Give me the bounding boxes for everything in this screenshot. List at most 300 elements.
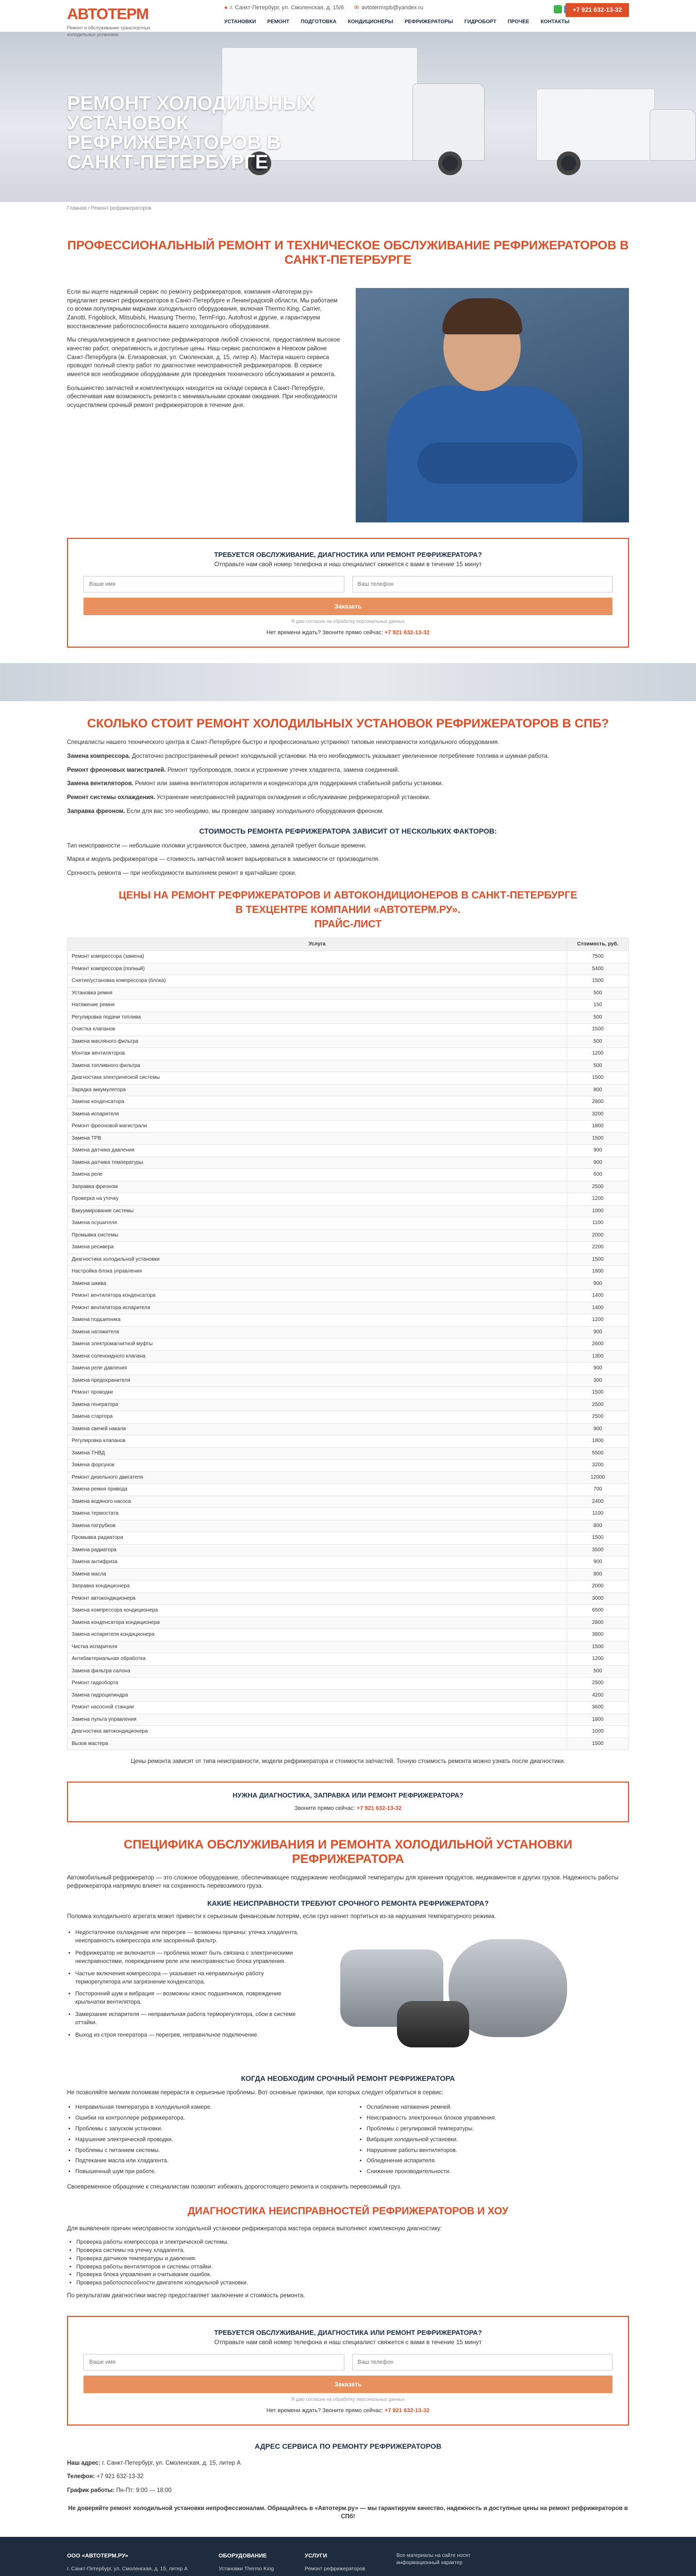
diag-title: ДИАГНОСТИКА НЕИСПРАВНОСТЕЙ РЕФРИЖЕРАТОРОВ И ХОУ	[187, 2206, 509, 2217]
price-value-cell: 500	[567, 1665, 629, 1677]
table-row	[68, 1556, 629, 1569]
table-row	[68, 1484, 629, 1496]
price-service-cell: Ремонт автокондиционера	[68, 1592, 567, 1605]
table-row	[68, 1653, 629, 1666]
table-row	[68, 1714, 629, 1726]
price-service-cell: Очистка клапанов	[68, 1024, 567, 1036]
consent-note: Я даю согласие на обработку персональных данных	[291, 2397, 405, 2402]
diag-paragraph: Для выявления причин неисправности холодильной установки рефрижератора мастера сервиса выполняют комплексную диагностику:	[67, 2226, 442, 2232]
price-service-cell: Замена соленоидного клапана	[68, 1350, 567, 1363]
price-service-cell: Замена натяжителя	[68, 1326, 567, 1338]
list-item: • Нарушение электрической проводки.	[75, 2136, 338, 2144]
price-service-cell: Ремонт проводки	[68, 1387, 567, 1399]
footer-address: г. Санкт-Петербург, ул. Смоленская, д. 15, литер А	[67, 2566, 188, 2572]
list-item: • Выход из строя генератора — перегрев, неправильное подключение.	[75, 2031, 309, 2040]
table-row	[68, 1084, 629, 1096]
price-value-cell: 1300	[567, 1350, 629, 1363]
price-title-2: В ТЕХЦЕНТРЕ КОМПАНИИ «АВТОТЕРМ.РУ».	[235, 904, 461, 916]
table-row	[68, 1568, 629, 1581]
table-row	[68, 1726, 629, 1738]
price-service-cell: Замена гидроцилиндра	[68, 1689, 567, 1702]
table-row	[68, 951, 629, 963]
site-footer	[0, 2537, 696, 2576]
intro-paragraph: Большинство запчастей и комплектующих находится на складе сервиса в Санкт-Петербурге, обеспечивая нам возможность ремонта с минимальными сроками ожидания. При необходимости осуществляем срочный ремонт рефрижераторов в течение дня.	[67, 385, 337, 409]
price-value-cell: 7500	[567, 951, 629, 963]
price-service-cell: Ремонт компрессора (полный)	[68, 963, 567, 975]
price-service-cell: Ремонт гидроборта	[68, 1677, 567, 1690]
footer-col-equipment: ОБОРУДОВАНИЕ Установки Thermo King	[219, 2552, 274, 2576]
price-value-cell: 900	[567, 1326, 629, 1338]
call-phone-link[interactable]: +7 921 632-13-32	[384, 2408, 430, 2414]
price-value-cell: 2500	[567, 1181, 629, 1193]
table-row	[68, 1387, 629, 1399]
nav-item[interactable]: ПОДГОТОВКА	[301, 19, 337, 25]
list-item: • Снижение производительности.	[367, 2168, 629, 2176]
footer-col-company: ООО «АВТОТЕРМ.РУ» г. Санкт-Петербург, ул. Смоленская, д. 15, литер А	[67, 2552, 188, 2576]
price-value-cell: 2200	[567, 1242, 629, 1254]
callback-form	[67, 2316, 629, 2426]
list-item: • Посторонний шум и вибрация — возможны износ подшипников, повреждение крыльчатки вентилятора.	[75, 1990, 309, 2007]
price-service-cell: Замена фильтра салона	[68, 1665, 567, 1677]
form-subtitle: Отправьте нам свой номер телефона и наш специалист свяжется с вами в течение 15 минут	[214, 2338, 482, 2346]
table-row	[68, 999, 629, 1012]
table-row	[68, 975, 629, 988]
table-row	[68, 1314, 629, 1327]
list-item: • Частые включения компрессора — указывает на неправильную работу терморегулятора или загрязнение конденсатора.	[75, 1970, 309, 1987]
price-value-cell: 2800	[567, 1096, 629, 1109]
price-value-cell: 1500	[567, 1532, 629, 1545]
price-service-cell: Регулировка клапанов	[68, 1435, 567, 1448]
map-pin-icon: ●	[224, 5, 228, 11]
call-line: Нет времени ждать? Звоните прямо сейчас: +7 921 632-13-32	[266, 2408, 430, 2414]
list-item: • Проверка работоспособности двигателя холодильной установки.	[76, 2279, 629, 2287]
table-row	[68, 1447, 629, 1460]
order-button[interactable]: Заказать	[84, 598, 612, 615]
call-line: Звоните прямо сейчас: +7 921 632-13-32	[294, 1805, 402, 1811]
urgent-list-right	[358, 2104, 629, 2179]
form-subtitle: Отправьте нам свой номер телефона и наш специалист свяжется с вами в течение 15 минут	[214, 560, 482, 568]
price-value-cell: 3200	[567, 1108, 629, 1121]
diag-paragraph: По результатам диагностики мастер предоставляет заключение и стоимость ремонта.	[67, 2293, 305, 2299]
price-value-cell: 1800	[567, 1714, 629, 1726]
price-value-cell: 800	[567, 1568, 629, 1581]
price-value-cell: 3600	[567, 1702, 629, 1714]
price-service-cell: Ремонт компрессора (замена)	[68, 951, 567, 963]
price-value-cell: 500	[567, 1060, 629, 1072]
price-value-cell: 900	[567, 1157, 629, 1169]
price-value-cell: 900	[567, 1278, 629, 1290]
price-service-cell: Замена испарителя	[68, 1108, 567, 1121]
price-value-cell: 3800	[567, 1629, 629, 1641]
site-header	[0, 0, 696, 37]
table-row	[68, 1350, 629, 1363]
price-service-cell: Промывка системы	[68, 1229, 567, 1242]
factor-item: Срочность ремонта — при необходимости выполняем ремонт в кратчайшие сроки.	[67, 870, 296, 876]
price-service-cell: Замена подшипника	[68, 1314, 567, 1327]
price-service-cell: Ремонт дизельного двигателя	[68, 1471, 567, 1484]
price-value-cell: 1000	[567, 1726, 629, 1738]
address: ● г. Санкт-Петербург, ул. Смоленская, д. 15/6	[224, 4, 344, 12]
consent-note: Я даю согласие на обработку персональных данных	[291, 619, 405, 624]
footer-col-services: УСЛУГИ Ремонт рефрижераторов	[305, 2552, 366, 2576]
price-value-cell: 1400	[567, 1290, 629, 1302]
contact-hours: График работы: Пн-Пт: 9:00 — 18:00	[67, 2487, 172, 2494]
urgent-list-left	[67, 2104, 338, 2179]
price-service-cell: Замена генератора	[68, 1399, 567, 1411]
price-service-cell: Зарядка аккумулятора	[68, 1084, 567, 1096]
price-service-cell: Вакуумирование системы	[68, 1205, 567, 1217]
table-row	[68, 1677, 629, 1690]
price-service-cell: Чистка испарителя	[68, 1641, 567, 1653]
table-row	[68, 1048, 629, 1060]
cost-item: Ремонт системы охлаждения. Устранение неисправностей радиатора охлаждения и обслуживание рефрижераторной установки.	[67, 794, 430, 801]
table-row	[68, 1702, 629, 1714]
price-service-cell: Замена свечей накала	[68, 1423, 567, 1435]
price-value-cell: 1000	[567, 1205, 629, 1217]
price-value-cell: 900	[567, 1423, 629, 1435]
price-service-cell: Снятие/установка компрессора (блока)	[68, 975, 567, 988]
price-value-cell: 1500	[567, 975, 629, 988]
price-service-cell: Заправка кондиционера	[68, 1581, 567, 1593]
intro-title: ПРОФЕССИОНАЛЬНЫЙ РЕМОНТ И ТЕХНИЧЕСКОЕ ОБСЛУЖИВАНИЕ РЕФРИЖЕРАТОРОВ В САНКТ-ПЕТЕРБУРГЕ	[67, 239, 629, 267]
price-value-cell: 2400	[567, 1496, 629, 1508]
call-phone-link[interactable]: +7 921 632-13-32	[384, 630, 430, 636]
callback-banner	[67, 1782, 629, 1822]
table-row	[68, 1471, 629, 1484]
main-nav	[224, 19, 570, 26]
contact-address: Наш адрес: г. Санкт-Петербург, ул. Смоленская, д. 15, литер А	[67, 2460, 241, 2466]
nav-item[interactable]: КОНТАКТЫ	[540, 19, 570, 25]
price-service-cell: Установка ремня	[68, 987, 567, 999]
contacts-title: АДРЕС СЕРВИСА ПО РЕМОНТУ РЕФРИЖЕРАТОРОВ	[254, 2442, 442, 2451]
price-value-cell: 700	[567, 1484, 629, 1496]
footer-disclaimer: Все материалы на сайте носят информационный характер	[396, 2552, 471, 2566]
table-row	[68, 1738, 629, 1750]
list-item: • Проблемы с питанием системы.	[75, 2147, 338, 2155]
email[interactable]: ✉ avtotermspb@yandex.ru	[354, 4, 423, 12]
price-service-cell: Замена предохранителя	[68, 1375, 567, 1387]
name-input[interactable]	[84, 576, 344, 592]
form-title: ТРЕБУЕТСЯ ОБСЛУЖИВАНИЕ, ДИАГНОСТИКА ИЛИ РЕМОНТ РЕФРИЖЕРАТОРА?	[214, 2329, 482, 2336]
cost-item: Замена компрессора. Достаточно распространенный ремонт холодильной установки. На его необходимость указывает увеличенное потребление топлива и шумная работа.	[67, 753, 549, 759]
spec-title: СПЕЦИФИКА ОБСЛУЖИВАНИЯ И РЕМОНТА ХОЛОДИЛЬНОЙ УСТАНОВКИ РЕФРИЖЕРАТОРА	[123, 1837, 573, 1866]
cost-intro: Специалисты нашего технического центра в Санкт-Петербурге быстро и профессионально устраняют типовые неисправности холодильного оборудования.	[67, 739, 500, 746]
price-value-cell: 6500	[567, 1605, 629, 1617]
spec-paragraph: Поломка холодильного агрегата может привести к серьезным финансовым потерям, если груз начнет портиться из-за нарушения температурного режима.	[67, 1913, 496, 1920]
table-row	[68, 1532, 629, 1545]
price-col-service: Услуга	[68, 938, 567, 951]
price-value-cell: 1200	[567, 1193, 629, 1206]
table-row	[68, 1011, 629, 1024]
table-row	[68, 1145, 629, 1157]
table-row	[68, 1266, 629, 1278]
price-service-cell: Замена датчика давления	[68, 1145, 567, 1157]
table-row	[68, 1629, 629, 1641]
mechanic-hair	[442, 298, 522, 334]
list-item: • Проблемы с регулировкой температуры.	[367, 2125, 629, 2133]
intro-paragraph: Если вы ищете надежный сервис по ремонту рефрижераторов, компания «Автотерм.ру» предлагает ремонт рефрижераторов в Санкт-Петербурге и Ленинградской области. Мы работаем со всеми популярными марками холодильного оборудования, включая Thermo King, Carrier, Zanotti, Frigoblock, Mitsubishi, Hwasung Thermo, TermFrigo, Autofrost и другие, и гарантируем восстановление работоспособности вашего холодильного оборудования.	[67, 289, 338, 330]
logo[interactable]: АВТОТЕРМ Ремонт и обслуживание транспортных холодильных установок	[67, 3, 175, 29]
table-row	[68, 1338, 629, 1351]
price-value-cell: 150	[567, 999, 629, 1012]
table-row	[68, 1665, 629, 1677]
price-service-cell: Замена топливного фильтра	[68, 1060, 567, 1072]
price-service-cell: Замена конденсатора	[68, 1096, 567, 1109]
factor-item: Тип неисправности — небольшие поломки устраняются быстрее, замена деталей требует больше времени.	[67, 842, 367, 849]
list-item: • Проверка работы вентиляторов и системы оттайки.	[76, 2263, 629, 2272]
diag-list	[67, 2239, 629, 2288]
price-value-cell: 5500	[567, 1447, 629, 1460]
table-row	[68, 1617, 629, 1629]
price-value-cell: 2000	[567, 1581, 629, 1593]
table-row	[68, 1605, 629, 1617]
price-service-cell: Замена масла	[68, 1568, 567, 1581]
price-col-cost: Стоимость, руб.	[567, 938, 629, 951]
table-row	[68, 1460, 629, 1472]
price-service-cell: Диагностика электрической системы	[68, 1072, 567, 1084]
call-phone-link[interactable]: +7 921 632-13-32	[356, 1805, 402, 1811]
price-value-cell: 2500	[567, 1411, 629, 1423]
price-value-cell: 1200	[567, 1048, 629, 1060]
price-value-cell: 1500	[567, 1132, 629, 1145]
price-service-cell: Натяжение ремня	[68, 999, 567, 1012]
price-value-cell: 1200	[567, 1653, 629, 1666]
truck-cab	[650, 109, 696, 161]
price-value-cell: 1500	[567, 1387, 629, 1399]
price-value-cell: 800	[567, 1084, 629, 1096]
price-service-cell: Замена термостата	[68, 1508, 567, 1520]
fault-list	[67, 1929, 309, 2058]
price-service-cell: Регулировка подачи топлива	[68, 1011, 567, 1024]
table-row	[68, 1169, 629, 1181]
name-input[interactable]	[84, 2354, 344, 2370]
price-service-cell: Ремонт вентилятора конденсатора	[68, 1290, 567, 1302]
table-row	[68, 1278, 629, 1290]
table-row	[68, 1181, 629, 1193]
price-service-cell: Замена патрубков	[68, 1520, 567, 1532]
list-item: • Проверка датчиков температуры и давления.	[76, 2255, 629, 2263]
logo-subtitle: Ремонт и обслуживание транспортных холодильных установок	[67, 25, 151, 37]
nav-item[interactable]: УСТАНОВКИ	[224, 19, 256, 25]
cost-item: Ремонт фреоновых магистралей. Ремонт трубопроводов, поиск и устранение утечек хладагента, замена соединений.	[67, 767, 400, 773]
table-row	[68, 1024, 629, 1036]
price-service-cell: Замена ресивера	[68, 1242, 567, 1254]
hero-title: РЕМОНТ ХОЛОДИЛЬНЫХ УСТАНОВОК РЕФРИЖЕРАТОРОВ В САНКТ-ПЕТЕРБУРГЕ	[67, 93, 315, 173]
list-item: • Ошибки на контроллере рефрижератора.	[75, 2114, 338, 2123]
price-value-cell: 3200	[567, 1460, 629, 1472]
price-value-cell: 800	[567, 1520, 629, 1532]
price-service-cell: Замена форсунок	[68, 1460, 567, 1472]
whatsapp-icon[interactable]	[554, 5, 562, 13]
truck-illustration	[536, 89, 655, 161]
price-service-cell: Замена стартера	[68, 1411, 567, 1423]
price-value-cell: 1100	[567, 1508, 629, 1520]
list-item: • Проверка работы компрессора и электрической системы.	[76, 2239, 629, 2247]
price-value-cell: 4200	[567, 1689, 629, 1702]
price-service-cell: Проверка на утечку	[68, 1193, 567, 1206]
form-title: ТРЕБУЕТСЯ ОБСЛУЖИВАНИЕ, ДИАГНОСТИКА ИЛИ РЕМОНТ РЕФРИЖЕРАТОРА?	[214, 551, 482, 558]
price-value-cell: 1800	[567, 1266, 629, 1278]
mechanic-photo	[356, 288, 629, 522]
list-item: • Замерзание испарителя — неправильная работа терморегулятора, сбои в системе оттайки.	[75, 2011, 309, 2027]
form2-title: НУЖНА ДИАГНОСТИКА, ЗАПРАВКА ИЛИ РЕМОНТ РЕФРИЖЕРАТОРА?	[233, 1791, 463, 1799]
table-row	[68, 1641, 629, 1653]
price-service-cell: Диагностика автокондиционера	[68, 1726, 567, 1738]
list-item: • Проверка блока управления и считывание ошибок.	[76, 2271, 629, 2279]
table-row	[68, 1423, 629, 1435]
price-value-cell: 1400	[567, 1302, 629, 1314]
price-service-cell: Заправка фреоном	[68, 1181, 567, 1193]
price-service-cell: Вызов мастера	[68, 1738, 567, 1750]
table-row	[68, 1326, 629, 1338]
price-value-cell: 5400	[567, 963, 629, 975]
footer-link[interactable]: Установки Thermo King	[218, 2566, 274, 2572]
price-service-cell: Замена ТНВД	[68, 1447, 567, 1460]
urgent-title: КОГДА НЕОБХОДИМ СРОЧНЫЙ РЕМОНТ РЕФРИЖЕРАТОРА	[241, 2074, 455, 2082]
table-row	[68, 1290, 629, 1302]
truck-cab	[412, 83, 485, 161]
hero-banner	[0, 32, 696, 202]
truck-wheel	[557, 151, 581, 175]
price-value-cell: 1800	[567, 1435, 629, 1448]
price-service-cell: Замена масляного фильтра	[68, 1036, 567, 1048]
price-service-cell: Замена пульта управления	[68, 1714, 567, 1726]
contact-phone: Телефон: +7 921 632-13-32	[67, 2473, 144, 2480]
cost-item: Заправка фреоном. Если для вас это необходимо, мы проведем заправку холодильного оборудования фреоном.	[67, 808, 384, 815]
table-row	[68, 1375, 629, 1387]
mail-icon: ✉	[354, 5, 359, 11]
phone-input[interactable]	[352, 2354, 613, 2370]
price-service-cell: Ремонт вентилятора испарителя	[68, 1302, 567, 1314]
nav-item[interactable]: РЕФРИЖЕРАТОРЫ	[404, 19, 453, 25]
list-item: • Нарушение работы вентиляторов.	[367, 2147, 629, 2155]
price-service-cell: Замена датчика температуры	[68, 1157, 567, 1169]
price-service-cell: Замена водяного насоса	[68, 1496, 567, 1508]
price-value-cell: 1500	[567, 1253, 629, 1266]
breadcrumb: Главная / Ремонт рефрижераторов	[67, 206, 152, 211]
price-service-cell: Замена радиатора	[68, 1544, 567, 1556]
spec-paragraph: Автомобильный рефрижератор — это сложное оборудование, обеспечивающее поддержание необходимой температуры для хранения продуктов, медикаментов и других грузов. Надежность работы рефрижератора напрямую влияет на сохранность перевозимого груза.	[67, 1874, 619, 1890]
price-service-cell: Ремонт насосной станции	[68, 1702, 567, 1714]
cost-title: СКОЛЬКО СТОИТ РЕМОНТ ХОЛОДИЛЬНЫХ УСТАНОВОК РЕФРИЖЕРАТОРОВ В СПБ?	[87, 717, 609, 731]
list-item: • Неправильная температура в холодильной камере.	[75, 2104, 338, 2112]
price-service-cell: Замена компрессора кондиционера	[68, 1605, 567, 1617]
list-item: • Обледенение испарителя.	[367, 2157, 629, 2165]
table-row	[68, 1217, 629, 1230]
table-row	[68, 987, 629, 999]
list-item: • Проблемы с запуском установки.	[75, 2125, 338, 2133]
table-row	[68, 1132, 629, 1145]
price-value-cell: 1800	[567, 1121, 629, 1133]
price-service-cell: Замена шкива	[68, 1278, 567, 1290]
price-value-cell: 3500	[567, 1544, 629, 1556]
mechanic-arms	[418, 443, 577, 484]
price-value-cell: 1500	[567, 1024, 629, 1036]
price-service-cell: Монтаж вентиляторов	[68, 1048, 567, 1060]
list-item: • Недостаточное охлаждение или перегрев — возможны причины: утечка хладагента, неисправность компрессора или засоренный фильтр.	[75, 1929, 309, 1945]
price-value-cell: 500	[567, 987, 629, 999]
price-service-cell: Промывка радиатора	[68, 1532, 567, 1545]
table-row	[68, 1157, 629, 1169]
nav-item[interactable]: КОНДИЦИОНЕРЫ	[347, 19, 393, 25]
price-service-cell: Замена осушителя	[68, 1217, 567, 1230]
nav-item[interactable]: ГИДРОБОРТ	[464, 19, 496, 25]
price-service-cell: Настройка блока управления	[68, 1266, 567, 1278]
price-table	[67, 938, 629, 1751]
table-row	[68, 1496, 629, 1508]
list-item: • Повышенный шум при работе.	[75, 2168, 338, 2176]
table-row	[68, 1242, 629, 1254]
table-row	[68, 963, 629, 975]
price-service-cell: Замена реле давления	[68, 1363, 567, 1375]
price-value-cell: 300	[567, 1375, 629, 1387]
table-row	[68, 1036, 629, 1048]
phone-input[interactable]	[352, 576, 613, 592]
nav-item[interactable]: РЕМОНТ	[267, 19, 290, 25]
table-row	[68, 1229, 629, 1242]
cost-item: Замена вентиляторов. Ремонт или замена вентиляторов испарителя и конденсатора для поддержания стабильной работы установки.	[67, 781, 443, 787]
price-value-cell: 2800	[567, 1617, 629, 1629]
list-item: • Рефрижератор не включается — проблема может быть связана с электрическими неисправностями, повреждением реле или неисправностью блока управления.	[75, 1950, 309, 1966]
table-row	[68, 1072, 629, 1084]
list-item: • Ослабление натяжения ремней.	[367, 2104, 629, 2112]
price-service-cell: Замена реле	[68, 1169, 567, 1181]
urgent-paragraph: Своевременное обращение к специалистам позволит избежать дорогостоящего ремонта и сохранить перевозимый груз.	[67, 2184, 402, 2191]
factors-title: СТОИМОСТЬ РЕМОНТА РЕФРИЖЕРАТОРА ЗАВИСИТ ОТ НЕСКОЛЬКИХ ФАКТОРОВ:	[199, 827, 497, 836]
table-row	[68, 1592, 629, 1605]
price-value-cell: 500	[567, 1036, 629, 1048]
table-row	[68, 1096, 629, 1109]
price-value-cell: 1200	[567, 1314, 629, 1327]
footer-link[interactable]: Ремонт рефрижераторов	[305, 2566, 366, 2572]
table-row	[68, 1108, 629, 1121]
price-value-cell: 2500	[567, 1399, 629, 1411]
table-row	[68, 1581, 629, 1593]
price-value-cell: 1100	[567, 1217, 629, 1230]
header-info	[224, 4, 423, 12]
price-value-cell: 500	[567, 1011, 629, 1024]
table-row	[68, 1399, 629, 1411]
list-item: • Проверка системы на утечку хладагента.	[76, 2247, 629, 2255]
list-item: • Неисправность электронных блоков управления.	[367, 2114, 629, 2123]
price-service-cell: Замена антифриза	[68, 1556, 567, 1569]
compressor-part	[397, 2001, 469, 2047]
order-button[interactable]: Заказать	[84, 2376, 612, 2393]
price-value-cell: 900	[567, 1363, 629, 1375]
callback-form	[67, 538, 629, 648]
decor-strip	[0, 663, 696, 701]
price-value-cell: 12000	[567, 1471, 629, 1484]
price-value-cell: 900	[567, 1556, 629, 1569]
list-item: • Подтекание масла или хладагента.	[75, 2157, 338, 2165]
table-row	[68, 1253, 629, 1266]
price-service-cell: Замена ремня привода	[68, 1484, 567, 1496]
factor-item: Марка и модель рефрижератора — стоимость запчастей может варьироваться в зависимости от производителя.	[67, 856, 380, 863]
truck-wheel	[438, 151, 462, 175]
table-row	[68, 1302, 629, 1314]
header-phone-button[interactable]: +7 921 632-13-32	[566, 3, 629, 17]
price-value-cell: 2000	[567, 1229, 629, 1242]
closing-text: Не доверяйте ремонт холодильной установки непрофессионалам. Обращайтесь в «Автотерм.ру» — мы гарантируем качество, надежность и доступные цены на ремонт рефрижераторов в СПб!	[68, 2505, 628, 2520]
spec-question: КАКИЕ НЕИСПРАВНОСТИ ТРЕБУЮТ СРОЧНОГО РЕМОНТА РЕФРИЖЕРАТОРА?	[207, 1899, 489, 1907]
table-row	[68, 1520, 629, 1532]
nav-item[interactable]: ПРОЧЕЕ	[507, 19, 529, 25]
price-value-cell: 600	[567, 1169, 629, 1181]
table-row	[68, 1363, 629, 1375]
price-value-cell: 3000	[567, 1592, 629, 1605]
table-row	[68, 1689, 629, 1702]
table-row	[68, 1193, 629, 1206]
